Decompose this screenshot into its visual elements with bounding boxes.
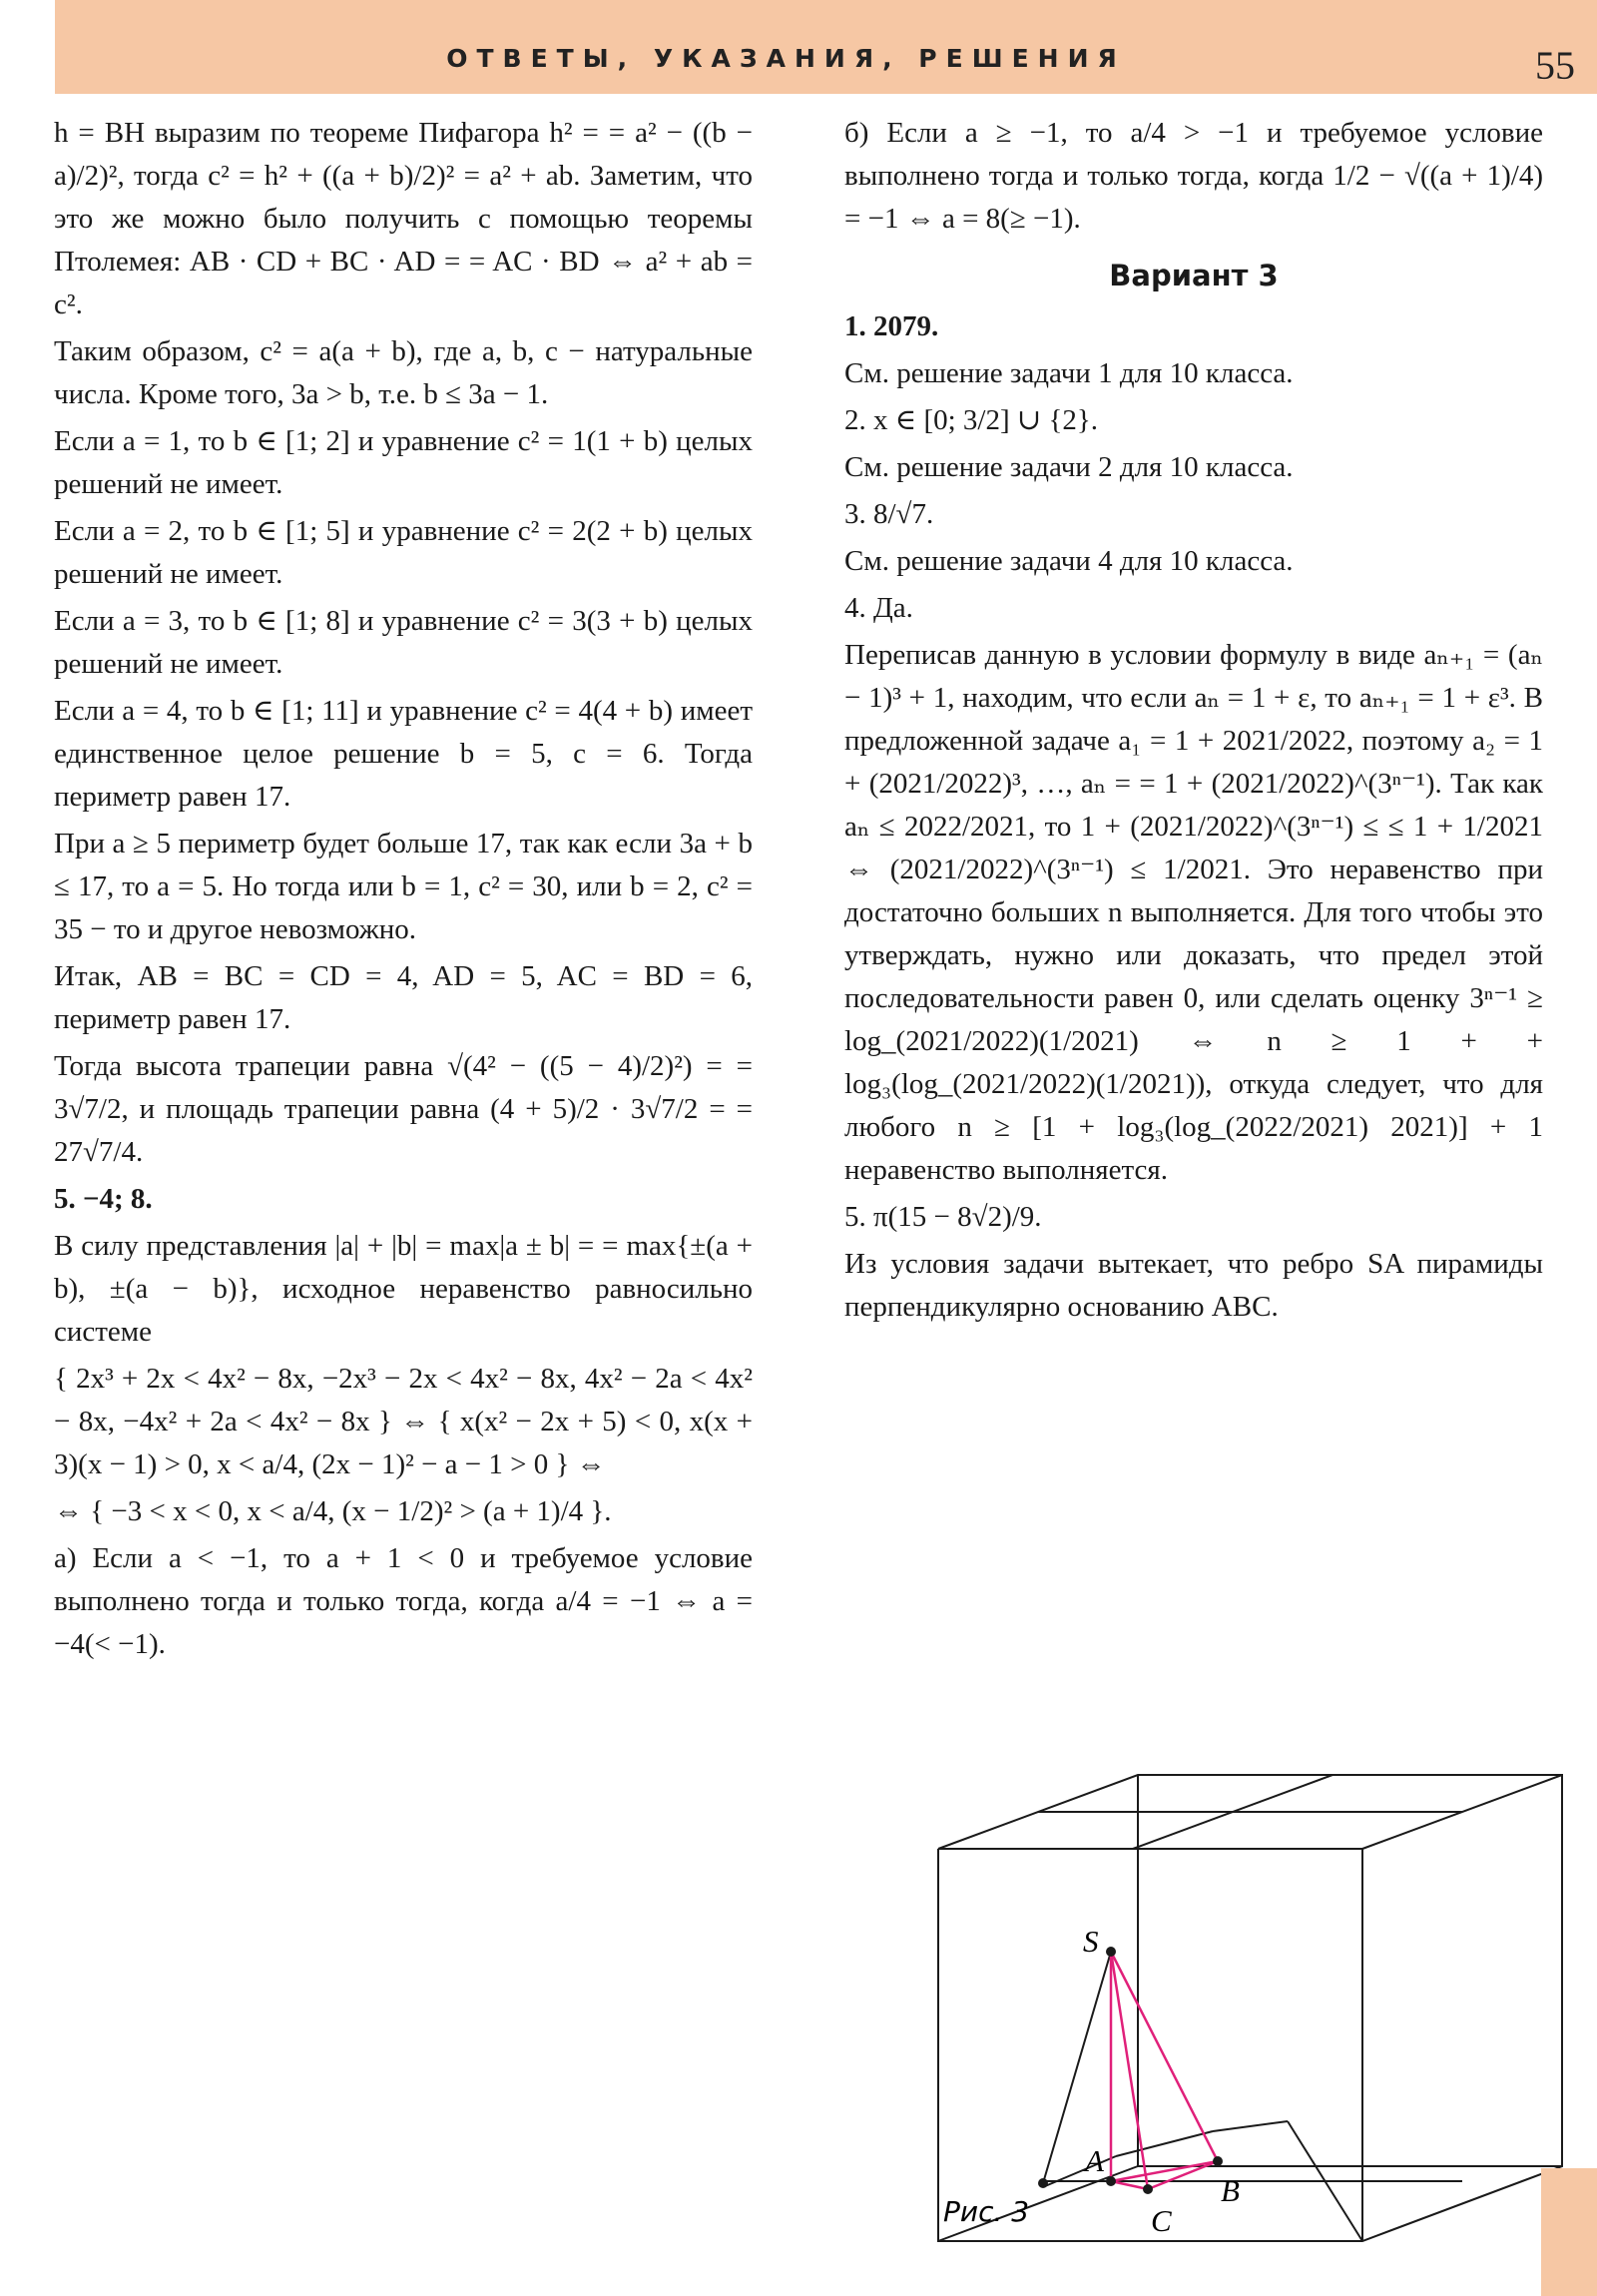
page-header [55,0,1597,94]
point-s [1106,1947,1116,1957]
paragraph: Переписав данную в условии формулу в виде aₙ₊₁ = (aₙ − 1)³ + 1, находим, что если aₙ = 1 + ε, то aₙ₊₁ = 1 + ε³. В предложенной задаче a₁ = 1 + 2021/2022, поэтому a₂ = 1 + (2021/2022)³, …, aₙ = = 1 + (2021/2022)^(3ⁿ⁻¹). Так как aₙ ≤ 2022/2021, то 1 + (2021/2022)^(3ⁿ⁻¹) ≤ ≤ 1 + 1/2021 ⇔ (2021/2022)^(3ⁿ⁻¹) ≤ 1/2021. Это неравенство при достаточно больших n выполняется. Для того чтобы это утверждать, нужно или доказать, что предел этой последовательности равен 0, или сделать оценку 3ⁿ⁻¹ ≥ log_(2021/2022)(1/2021) ⇔ n ≥ 1 + + log₃(log_(2021/2022)(1/2021)), откуда следует, что для любого n ≥ [1 + log₃(log_(2022/2021) 2021)] + 1 неравенство выполняется. [844,639,1543,1186]
paragraph: Если a = 1, то b ∈ [1; 2] и уравнение c² = 1(1 + b) целых решений не имеет. [54,425,753,500]
base-line [1116,2131,1213,2156]
pyramid-figure [923,1762,1582,2286]
figure-drawing [923,1762,1582,2286]
paragraph: Из условия задачи вытекает, что ребро SA пирамиды перпендикулярно основанию ABC. [844,1248,1543,1323]
page-number: 55 [1535,43,1575,88]
paragraph: См. решение задачи 4 для 10 класса. [844,545,1294,577]
point-base [1038,2178,1048,2188]
paragraph: При a ≥ 5 периметр будет больше 17, так как если 3a + b ≤ 17, то a = 5. Но тогда или b = 1, c² = 30, или b = 2, c² = 35 − то и другое невозможно. [54,828,753,945]
paragraph: См. решение задачи 1 для 10 класса. [844,357,1294,389]
paragraph: Если a = 2, то b ∈ [1; 5] и уравнение c² = 2(2 + b) целых решений не имеет. [54,515,753,590]
paragraph: См. решение задачи 2 для 10 класса. [844,451,1294,483]
point-a [1106,2176,1116,2186]
answer-number: 3. 8/√7. [844,498,934,530]
answer-number: 5. −4; 8. [54,1183,153,1215]
variant-heading: Вариант 3 [1109,259,1279,292]
label-c: C [1151,2203,1172,2238]
edge-ac [1111,2181,1148,2189]
label-a: A [1085,2143,1104,2178]
label-b: B [1221,2173,1240,2208]
answer-number: 4. Да. [844,592,913,624]
figure-caption: Рис. 3 [943,2195,1030,2228]
label-s: S [1083,1924,1099,1959]
base-line [1213,2121,1288,2131]
paragraph: Если a = 4, то b ∈ [1; 11] и уравнение c² = 4(4 + b) имеет единственное целое решение b = 5, c = 6. Тогда периметр равен 17. [54,695,753,813]
point-b [1213,2156,1223,2166]
paragraph: В силу представления |a| + |b| = max|a ± b| = = max{±(a + b), ±(a − b)}, исходное неравенство равносильно системе [54,1230,753,1348]
paragraph: Если a = 3, то b ∈ [1; 8] и уравнение c² = 3(3 + b) целых решений не имеет. [54,605,753,680]
right-column [844,112,1543,1333]
header-title: ОТВЕТЫ, УКАЗАНИЯ, РЕШЕНИЯ [446,44,1126,73]
answer-number: 5. π(15 − 8√2)/9. [844,1201,1042,1233]
equation-system: ⇔ { −3 < x < 0, x < a/4, (x − 1/2)² > (a + 1)/4 }. [54,1495,612,1527]
paragraph: Таким образом, c² = a(a + b), где a, b, c − натуральные числа. Кроме того, 3a > b, т.е. b ≤ 3a − 1. [54,335,753,410]
box-edge [938,1775,1562,2241]
paragraph: б) Если a ≥ −1, то a/4 > −1 и требуемое условие выполнено тогда и только тогда, когда 1/2 − √((a + 1)/4) = −1 ⇔ a = 8(≥ −1). [844,117,1543,235]
corner-tab [1541,2168,1597,2296]
paragraph: h = BH выразим по теореме Пифагора h² = = a² − ((b − a)/2)², тогда c² = h² + ((a + b)/2)² = a² + ab. Заметим, что это же можно было получить с помощью теоремы Птолемея: AB · CD + BC · AD = = AC · BD ⇔ a² + ab = c². [54,117,753,320]
paragraph: Итак, AB = BC = CD = 4, AD = 5, AC = BD = 6, периметр равен 17. [54,960,753,1035]
answer-number: 2. x ∈ [0; 3/2] ∪ {2}. [844,404,1099,436]
answer-number: 1. 2079. [844,310,939,342]
paragraph: Тогда высота трапеции равна √(4² − ((5 − 4)/2)²) = = 3√7/2, и площадь трапеции равна (4 + 5)/2 · 3√7/2 = = 27√7/4. [54,1050,753,1168]
point-c [1143,2184,1153,2194]
left-column [54,112,753,1670]
paragraph: а) Если a < −1, то a + 1 < 0 и требуемое условие выполнено тогда и только тогда, когда a/4 = −1 ⇔ a = −4(< −1). [54,1542,753,1660]
equation-system: { 2x³ + 2x < 4x² − 8x, −2x³ − 2x < 4x² − 8x, 4x² − 2a < 4x² − 8x, −4x² + 2a < 4x² − 8x } ⇔ { x(x² − 2x + 5) < 0, x(x + 3)(x − 1) > 0, x < a/4, (2x − 1)² − a − 1 > 0 } ⇔ [54,1363,753,1480]
